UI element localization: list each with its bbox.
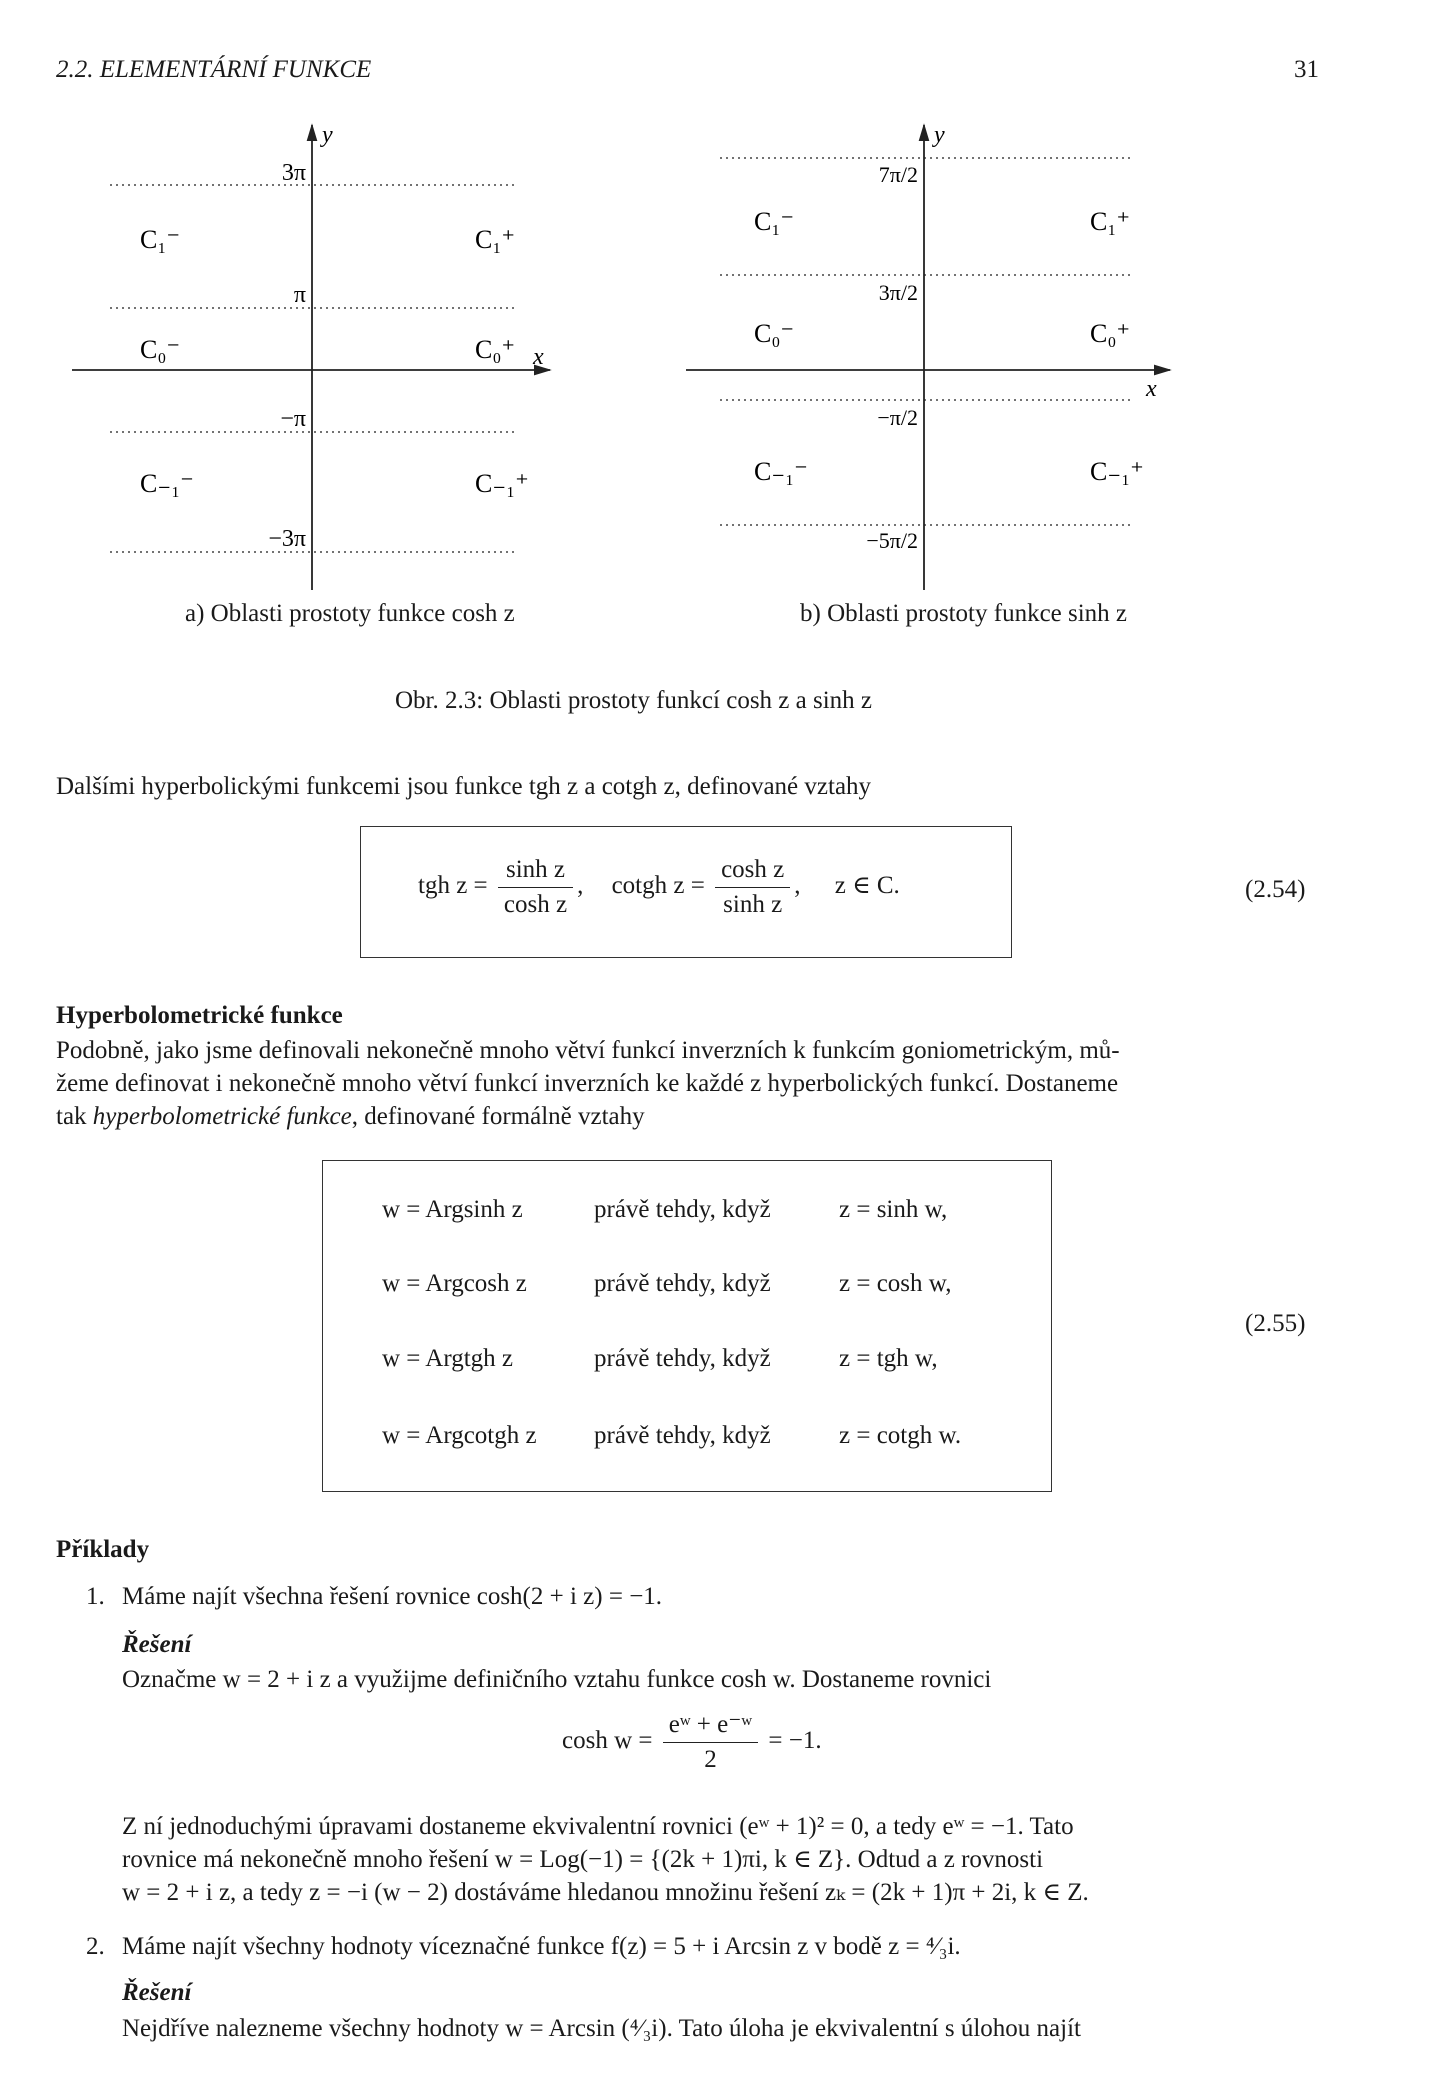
equation-label-2-55: (2.55) bbox=[1245, 1310, 1306, 1337]
example-2-line-1: Nejdříve nalezneme všechny hodnoty w = Arcsin (⁴⁄₃i). Tato úloha je ekvivalentní s úlohou najít bbox=[122, 2015, 1081, 2042]
example-1-solution-label: Řešení bbox=[122, 1631, 192, 1658]
examples-heading: Příklady bbox=[56, 1536, 150, 1563]
eq-2-55-row-argcotgh: w = Argcotgh z právě tehdy, když z = cotgh w. bbox=[382, 1422, 962, 1449]
figure-caption: Obr. 2.3: Oblasti prostoty funkcí cosh z a sinh z bbox=[395, 687, 873, 714]
region-cm1-minus: C₋₁⁻ bbox=[754, 457, 808, 486]
equation-2-54: tgh z = $\frac{\text{sinh z}}{\text{cosh z}}$ , cotgh z = $\frac{\text{cosh z}}{\text{sinh z}}$ , z ∈ C. bbox=[418, 856, 900, 918]
eq-2-55-row-argsinh: w = Argsinh z právě tehdy, když z = sinh w, bbox=[382, 1196, 948, 1223]
example-2-solution-label: Řešení bbox=[122, 1979, 192, 2006]
paragraph-line-1: Podobně, jako jsme definovali nekonečně mnoho větví funkcí inverzních k funkcím goniometrickým, mů- bbox=[56, 1037, 1120, 1064]
example-2-number: 2. bbox=[86, 1933, 105, 1960]
region-c0-minus: C₀⁻ bbox=[754, 319, 795, 348]
tick-minus-3pi: −3π bbox=[268, 526, 306, 552]
paragraph-intro-tgh: Dalšími hyperbolickými funkcemi jsou funkce tgh z a cotgh z, definované vztahy bbox=[56, 773, 872, 800]
region-cm1-minus: C₋₁⁻ bbox=[140, 469, 194, 498]
example-1-line-1: Označme w = 2 + i z a využijme definičního vztahu funkce cosh w. Dostaneme rovnici bbox=[122, 1666, 992, 1693]
cotgh-lhs: cotgh z = bbox=[611, 872, 705, 900]
emphasis-term: hyperbolometrické funkce bbox=[92, 1103, 352, 1130]
region-c1-minus: C₁⁻ bbox=[140, 225, 181, 254]
paragraph-line-3: tak hyperbolometrické funkce, definované formálně vztahy bbox=[56, 1103, 645, 1130]
region-c1-minus: C₁⁻ bbox=[754, 207, 795, 236]
domain-z-in-c: z ∈ C. bbox=[834, 872, 900, 900]
eq-2-55-row-argcosh: w = Argcosh z právě tehdy, když z = cosh w, bbox=[382, 1270, 952, 1297]
x-axis-label: x bbox=[533, 344, 544, 370]
section-header: 2.2. ELEMENTÁRNÍ FUNKCE bbox=[56, 56, 372, 83]
tick-3pi2: 3π/2 bbox=[878, 280, 918, 305]
tick-3pi: 3π bbox=[281, 160, 306, 186]
paragraph-hyperbolometric bbox=[56, 1034, 1386, 1133]
example-1-line-4: w = 2 + i z, a tedy z = −i (w − 2) dostáváme hledanou množinu řešení zₖ = (2k + 1)π + 2i, k ∈ Z. bbox=[122, 1879, 1089, 1906]
section-heading-hyperbolometric: Hyperbolometrické funkce bbox=[56, 1002, 343, 1029]
region-c0-minus: C₀⁻ bbox=[140, 335, 181, 364]
region-cm1-plus: C₋₁⁺ bbox=[475, 469, 529, 498]
tick-minus-pi2: −π/2 bbox=[877, 405, 918, 430]
caption-cosh: a) Oblasti prostoty funkce cosh z bbox=[185, 600, 515, 627]
equation-label-2-54: (2.54) bbox=[1245, 876, 1306, 903]
example-1-line-2: Z ní jednoduchými úpravami dostaneme ekvivalentní rovnici (eʷ + 1)² = 0, a tedy eʷ = −1. Tato bbox=[122, 1813, 1074, 1840]
region-c0-plus: C₀⁺ bbox=[1090, 319, 1131, 348]
cosh-w-fraction: $\frac{\text{eʷ + e⁻ʷ}}{2}$ bbox=[663, 1710, 758, 1775]
tick-7pi2: 7π/2 bbox=[878, 162, 918, 187]
example-1-task: Máme najít všechna řešení rovnice cosh(2 + i z) = −1. bbox=[122, 1583, 663, 1610]
caption-sinh: b) Oblasti prostoty funkce sinh z bbox=[800, 600, 1128, 627]
paragraph-line-2: žeme definovat i nekonečně mnoho větví funkcí inverzních ke každé z hyperbolických funkcí. Dostaneme bbox=[56, 1070, 1119, 1097]
eq-2-55-row-argtgh: w = Argtgh z právě tehdy, když z = tgh w, bbox=[382, 1345, 938, 1372]
tgh-lhs: tgh z = bbox=[418, 872, 488, 900]
region-c0-plus: C₀⁺ bbox=[475, 335, 516, 364]
tgh-fraction: $\frac{\text{sinh z}}{\text{cosh z}}$ bbox=[498, 855, 573, 920]
figure-sinh-regions bbox=[680, 120, 1200, 600]
tick-minus-5pi2: −5π/2 bbox=[866, 528, 918, 553]
region-cm1-plus: C₋₁⁺ bbox=[1090, 457, 1144, 486]
y-axis-label: y bbox=[322, 122, 333, 148]
region-c1-plus: C₁⁺ bbox=[475, 225, 516, 254]
cotgh-fraction: $\frac{\text{cosh z}}{\text{sinh z}}$ bbox=[715, 855, 790, 920]
tick-pi: π bbox=[293, 282, 306, 308]
page-number: 31 bbox=[1294, 56, 1319, 83]
example-2-task: Máme najít všechny hodnoty víceznačné funkce f(z) = 5 + i Arcsin z v bodě z = ⁴⁄₃i. bbox=[122, 1933, 961, 1960]
equation-cosh-w: cosh w = $\frac{\text{eʷ + e⁻ʷ}}{2}$ = −1. bbox=[562, 1711, 822, 1773]
x-axis-label: x bbox=[1146, 376, 1157, 402]
tick-minus-pi: −π bbox=[280, 406, 306, 432]
example-1-line-3: rovnice má nekonečně mnoho řešení w = Log(−1) = {(2k + 1)πi, k ∈ Z}. Odtud a z rovnosti bbox=[122, 1846, 1044, 1873]
y-axis-label: y bbox=[934, 122, 945, 148]
figure-cosh-regions bbox=[60, 120, 580, 600]
example-1-number: 1. bbox=[86, 1583, 105, 1610]
region-c1-plus: C₁⁺ bbox=[1090, 207, 1131, 236]
